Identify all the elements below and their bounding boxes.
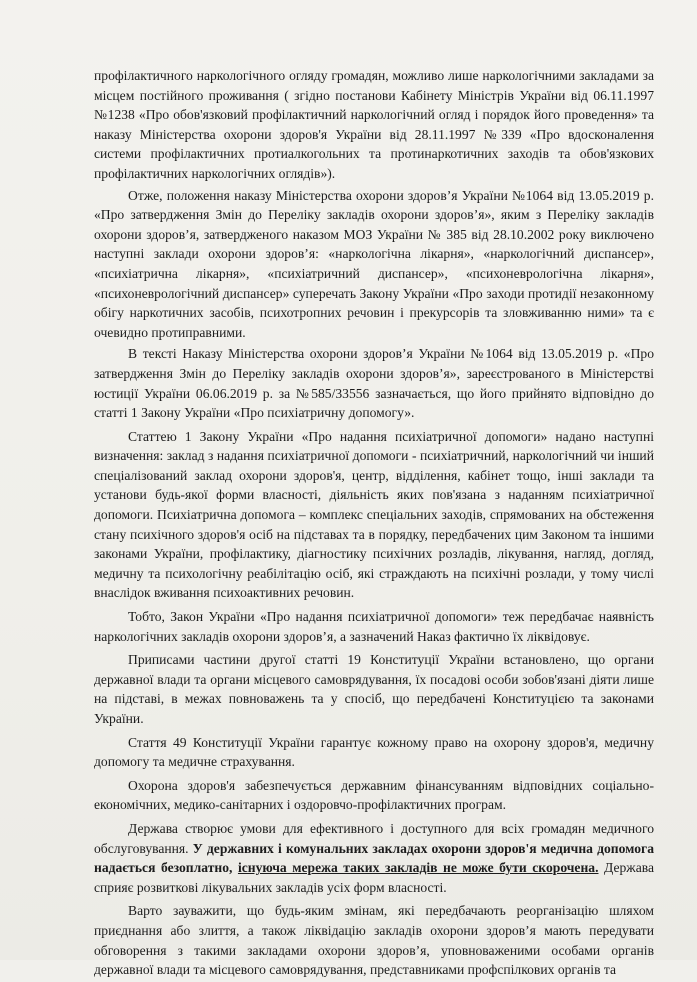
paragraph-7: Стаття 49 Конституції України гарантує кожному право на охорону здоров'я, медичну допомогу та медичне страхування. [94,734,654,770]
paragraph-9-bold: У державних і комунальних закладах охорони здоров'я медична допомога надається безоплатно, [94,840,655,876]
paragraph-9-plain: Держава створює умови для ефективного і доступного для всіх громадян медичного обслуговування. [94,820,654,856]
paragraph-2: Отже, положення наказу Міністерства охорони здоров’я України №1064 від 13.05.2019 р. «Про затвердження Змін до Переліку закладів охорони здоров’я», яким з Переліку закладів охорони здоров’я, затвердженого наказом МОЗ України № 385 від 28.10.2002 року виключено наступні заклади охорони здоров’я: «наркологічна лікарня», «наркологічний диспансер», «психіатрична лікарня», «психіатричний диспансер», «психоневрологічна лікарня», «психоневрологічний диспансер» суперечать Закону України «Про заходи протидії незаконному обігу наркотичних засобів, психотропних речовин і прекурсорів та зловживанню ними» та є очевидно протиправними. [94,187,654,340]
paragraph-4: Статтею 1 Закону України «Про надання психіатричної допомоги» надано наступні визначення: заклад з надання психіатричної допомоги - психіатричний, наркологічний чи інший спеціалізований заклад охорони здоров'я, центр, відділення, кабінет тощо, інші заклади та установи будь-якої форми власності, діяльність яких пов'язана з наданням психіатричної допомоги. Психіатрична допомога – комплекс спеціальних заходів, спрямованих на обстеження стану психічного здоров'я осіб на підставах та в порядку, передбачених цим Законом та іншими законами України, профілактику, діагностику психічних розладів, лікування, нагляд, догляд, медичну та психологічну реабілітацію осіб, які страждають на психічні розлади, у тому числі внаслідок вживання психоактивних речовин. [94,428,654,601]
paragraph-3: В тексті Наказу Міністерства охорони здоров’я України №1064 від 13.05.2019 р. «Про затвердження Змін до Переліку закладів охорони здоров’я», зареєстрованого в Міністерстві юстиції України 06.06.2019 р. за №585/33556 зазначається, що його прийнято відповідно до статті 1 Закону України «Про психіатричну допомогу». [94,346,654,421]
paragraph-1: профілактичного наркологічного огляду громадян, можливо лише наркологічними закладами за місцем постійного проживання ( згідно постанови Кабінету Міністрів України від 06.11.1997 №1238 «Про обов'язковий профілактичний наркологічний огляд і порядок його проведення» та наказу Міністерства охорони здоров'я України від 28.11.1997 №339 «Про вдосконалення системи профілактичних протиалкогольних та протинаркотичних заходів та обов'язкових профілактичних наркологічних оглядів»). [94,68,654,181]
paragraph-9-tail: Держава сприяє розвиткові лікувальних закладів усіх форм власності. [94,860,654,895]
document-body [94,66,654,982]
paragraph-9-bold-underlined: існуюча мережа таких закладів не може бути скорочена. [237,860,599,876]
paragraph-8: Охорона здоров'я забезпечується державним фінансуванням відповідних соціально-економічних, медико-санітарних і оздоровчо-профілактичних програм. [94,777,654,813]
paragraph-6: Приписами частини другої статті 19 Конституції України встановлено, що органи державної влади та органи місцевого самоврядування, їх посадові особи зобов'язані діяти лише на підставі, в межах повноважень та у спосіб, що передбачені Конституцією та законами України. [94,652,654,726]
paragraph-5: Тобто, Закон України «Про надання психіатричної допомоги» теж передбачає наявність наркологічних закладів охорони здоров’я, а зазначений Наказ фактично їх ліквідовує. [94,609,654,644]
paragraph-9 [94,819,654,897]
paragraph-10: Варто зауважити, що будь-яким змінам, які передбачають реорганізацію шляхом приєднання або злиття, а також ліквідацію закладів охорони здоров’я мають передувати обговорення з такими закладами охорони здоров’я, уповноваженими особами органів державної влади та місцевого самоврядування, представниками профспілкових органів та [94,903,654,978]
